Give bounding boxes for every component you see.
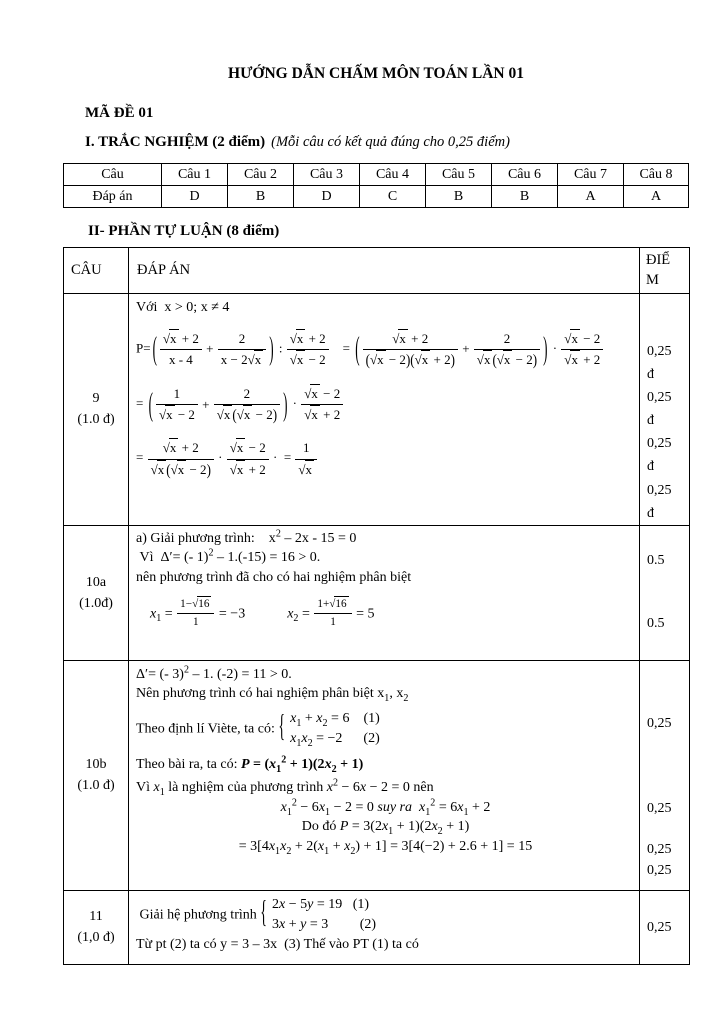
answer-line: Giải hệ phương trình { 2x − 5y = 19 (1) 3x + y = 3 (2) xyxy=(136,895,635,936)
paren-group: ( $\frac{1}{√x - 2}$ + $\frac{2}{√x (√x - 2)}$ ) xyxy=(148,384,288,424)
mcq-answer-row xyxy=(64,186,689,208)
points-cell xyxy=(640,660,690,890)
equation-system: { 2x − 5y = 19 (1) 3x + y = 3 (2) xyxy=(260,896,377,933)
mcq-question-header: Câu 5 xyxy=(426,164,492,186)
answer-line: Nên phương trình có hai nghiệm phân biệt $x_1$, $x_2$ xyxy=(136,686,409,705)
essay-header-cell: ĐIỂM xyxy=(640,248,690,294)
question-id: 10a xyxy=(85,574,107,590)
fraction: $\frac{√x + 2}{x - 4}$ xyxy=(160,330,202,369)
mcq-row-label: Đáp án xyxy=(64,186,162,208)
square-root: √16 xyxy=(192,597,210,610)
answer-line: Theo định lí Viète, ta có: { $x_1 + x_2 = 6$ (1) $x_1x_2 = -2$ (2) xyxy=(136,710,380,750)
question-label-cell xyxy=(64,890,129,964)
points-value: 0,25 đ xyxy=(647,390,672,429)
square-root: √x xyxy=(289,330,304,346)
mcq-question-header: Câu 7 xyxy=(558,164,624,186)
equation-system: { $x_1 + x_2 = 6$ (1) $x_1x_2 = -2$ (2) xyxy=(278,710,380,750)
answer-line: = $3[4x_1x_2 + 2(x_1 + x_2) + 1] = 3[4(-2) + 2.6 + 1] = 15$ xyxy=(238,838,533,857)
question-id: 10b xyxy=(85,757,107,773)
points-value: 0,25 xyxy=(647,800,672,816)
essay-row xyxy=(64,525,690,660)
points-cell xyxy=(640,294,690,526)
square-root: √x xyxy=(289,351,304,367)
answer-cell xyxy=(129,660,640,890)
mcq-header-row xyxy=(64,164,689,186)
answer-line: Do đó $P = 3(2x_1 + 1)(2x_2 + 1)$ xyxy=(301,819,470,838)
mcq-question-header: Câu 2 xyxy=(228,164,294,186)
section-1-note: (Mỗi câu có kết quả đúng cho 0,25 điểm) xyxy=(271,134,510,150)
points-value: 0,25 xyxy=(647,841,672,857)
fraction: $\frac{1}{√x - 2}$ xyxy=(156,385,198,424)
square-root: √x xyxy=(392,330,406,346)
points-value: 0.5 xyxy=(647,552,665,568)
square-root: √x xyxy=(304,407,318,423)
question-id: 11 xyxy=(89,909,103,925)
section-2-heading: II- PHẦN TỰ LUẬN (8 điểm) xyxy=(88,223,280,239)
answer-cell xyxy=(129,890,640,964)
points-value: 0,25 đ xyxy=(647,344,672,383)
square-root: √x xyxy=(476,351,491,367)
mcq-answer-cell: C xyxy=(360,186,426,208)
answer-line: = ( $\frac{1}{√x - 2}$ + $\frac{2}{√x (√x - 2)}$ ) · $\frac{√x - 2}{√x + 2}$ xyxy=(136,385,635,424)
fraction: $\frac{√x - 2}{√x + 2}$ xyxy=(301,385,343,424)
points-value: 0,25 xyxy=(647,715,672,731)
essay-row xyxy=(64,660,690,890)
question-score: (1.0 đ) xyxy=(77,412,115,428)
square-root: √x xyxy=(496,351,511,367)
fraction: $\frac{2}{x - 2√x}$ xyxy=(218,330,266,369)
square-root: √x xyxy=(229,440,244,456)
answer-line: Δ′= (- 3)$^2$ – 1. (-2) = 11 > 0. xyxy=(136,664,292,682)
paren-group: (√x + 2) xyxy=(410,349,455,369)
answer-line: $x_1^2 - 6x_1 - 2 = 0$ suy ra $x_1^2 = 6x_1 + 2$ xyxy=(280,797,491,818)
answer-line: $x_1$ = $\frac{1-√16}{1}$ = −3 $x_2$ = $\frac{1+√16}{1}$ = 5 xyxy=(136,597,635,631)
essay-header-cell: CÂU xyxy=(64,248,129,294)
fraction: $\frac{√x + 2}{(√x - 2)(√x + 2)}$ xyxy=(363,330,458,369)
answer-line: Từ pt (2) ta có y = 3 – 3x (3) Thế vào PT (1) ta có xyxy=(136,937,419,953)
mcq-answer-cell: D xyxy=(162,186,228,208)
points-value: 0,25 đ xyxy=(647,436,672,475)
paren-group: ( $\frac{√x + 2}{x - 4}$ + $\frac{2}{x - 2√x}$ ) xyxy=(151,330,276,369)
fraction: $\frac{√x + 2}{√x (√x - 2)}$ xyxy=(148,439,214,478)
mcq-question-header: Câu 3 xyxy=(294,164,360,186)
square-root: √x xyxy=(247,351,262,367)
mcq-question-header: Câu 6 xyxy=(492,164,558,186)
answer-line: Vì $x_1$ là nghiệm của phương trình $x^2 - 6x - 2 = 0$ nên xyxy=(136,777,434,798)
fraction: $\frac{1}{√x}$ xyxy=(295,439,317,478)
points-value: 0,25 xyxy=(647,919,672,935)
points-value: 0,25 xyxy=(647,862,672,878)
square-root: √x xyxy=(236,407,251,423)
square-root: √x xyxy=(564,330,578,346)
square-root: √x xyxy=(369,351,384,367)
paren-group: (√x − 2) xyxy=(166,459,211,479)
fraction: $\frac{√x - 2}{√x + 2}$ xyxy=(561,330,603,369)
mcq-answer-cell: B xyxy=(426,186,492,208)
question-score: (1,0 đ) xyxy=(77,930,115,946)
essay-table xyxy=(63,247,690,965)
fraction: $\frac{1+√16}{1}$ xyxy=(314,597,351,631)
question-label-cell xyxy=(64,525,129,660)
fraction: $\frac{√x + 2}{√x - 2}$ xyxy=(287,330,329,369)
square-root: √16 xyxy=(329,597,347,610)
mcq-answer-cell: A xyxy=(624,186,689,208)
paren-group: (√x − 2) xyxy=(232,405,278,424)
square-root: √x xyxy=(158,407,173,423)
question-score: (1.0 đ) xyxy=(77,778,115,794)
mcq-answer-cell: B xyxy=(492,186,558,208)
square-root: √x xyxy=(229,461,244,477)
square-root: √x xyxy=(564,351,578,367)
essay-row xyxy=(64,294,690,526)
essay-header-cell: ĐÁP ÁN xyxy=(129,248,640,294)
points-cell xyxy=(640,890,690,964)
paren-group: ( $\frac{√x + 2}{(√x - 2)(√x + 2)}$ + $\frac{2}{√x (√x - 2)}$ ) xyxy=(355,328,548,369)
mcq-question-header: Câu 8 xyxy=(624,164,689,186)
question-id: 9 xyxy=(92,391,100,407)
square-root: √x xyxy=(298,461,313,477)
answer-line: Theo bài ra, ta có: $P = (x_1^2 + 1)(2x_2 + 1)$ xyxy=(136,753,364,775)
question-score: (1.0đ) xyxy=(79,595,113,611)
answer-line: a) Giải phương trình: $x^2 - 2x - 15 = 0$ xyxy=(136,528,357,546)
fraction: $\frac{2}{√x (√x - 2)}$ xyxy=(474,330,540,369)
answer-cell xyxy=(129,294,640,526)
section-1-heading xyxy=(63,133,689,152)
page-title: HƯỚNG DẪN CHẤM MÔN TOÁN LẦN 01 xyxy=(228,65,524,82)
answer-line: P= ( $\frac{√x + 2}{x - 4}$ + $\frac{2}{x - 2√x}$ ) : $\frac{√x + 2}{√x - 2}$ = ( $\frac{√x + 2}{(√x - 2)(√x + 2)}$ + $\frac{2}{√x (√x - 2)}$ ) · $\frac{√x - 2}{√x + 2}$ xyxy=(136,330,635,369)
square-root: √x xyxy=(162,330,177,346)
points-value: 0.5 xyxy=(647,615,665,631)
square-root: √x xyxy=(216,407,231,423)
answer-line: Với x > 0; x ≠ 4 xyxy=(136,300,230,315)
square-root: √x xyxy=(150,461,165,477)
square-root: √x xyxy=(170,461,185,477)
mcq-answer-cell: A xyxy=(558,186,624,208)
answer-cell xyxy=(129,525,640,660)
paren-group: (√x − 2) xyxy=(492,349,538,369)
mcq-answer-cell: D xyxy=(294,186,360,208)
square-root: √x xyxy=(304,385,318,401)
answer-line: nên phương trình đã cho có hai nghiệm phân biệt xyxy=(136,569,412,585)
essay-header-row xyxy=(64,248,690,294)
question-label-cell xyxy=(64,660,129,890)
points-value: 0,25 đ xyxy=(647,482,672,521)
mcq-question-header: Câu 1 xyxy=(162,164,228,186)
mcq-row-label: Câu xyxy=(64,164,162,186)
exam-code: MÃ ĐỀ 01 xyxy=(85,105,154,121)
square-root: √x xyxy=(162,440,177,456)
essay-row xyxy=(64,890,690,964)
fraction: $\frac{1-√16}{1}$ xyxy=(177,597,214,631)
square-root: √x xyxy=(414,351,429,367)
mcq-answer-table xyxy=(63,163,689,208)
fraction: $\frac{2}{√x (√x - 2)}$ xyxy=(214,385,280,424)
section-1-label: I. TRẮC NGHIỆM (2 điểm) xyxy=(85,134,266,150)
question-label-cell xyxy=(64,294,129,526)
paren-group: (√x − 2) xyxy=(365,349,411,369)
fraction: $\frac{√x - 2}{√x + 2}$ xyxy=(227,439,269,478)
answer-line: = $\frac{√x + 2}{√x (√x - 2)}$ · $\frac{√x - 2}{√x + 2}$ · = $\frac{1}{√x}$ xyxy=(136,439,635,478)
answer-line: Vì Δ′= (- 1)$^2$ – 1.(-15) = 16 > 0. xyxy=(136,547,321,566)
mcq-answer-cell: B xyxy=(228,186,294,208)
mcq-question-header: Câu 4 xyxy=(360,164,426,186)
points-cell xyxy=(640,525,690,660)
